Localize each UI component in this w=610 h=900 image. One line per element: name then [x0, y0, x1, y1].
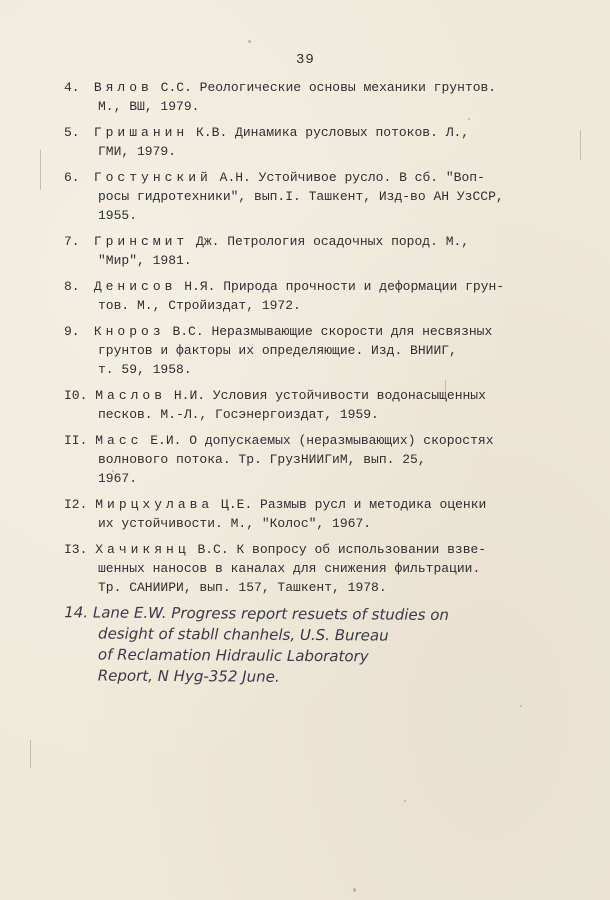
reference-number: II. [64, 433, 88, 448]
reference-continuation: тов. М., Стройиздат, 1972. [98, 298, 301, 313]
scan-speck [353, 888, 356, 892]
reference-first-line [64, 277, 554, 296]
reference-item [64, 431, 554, 488]
reference-item [64, 168, 554, 225]
reference-item [64, 78, 554, 116]
reference-first-line [64, 386, 554, 405]
scan-speck [248, 40, 251, 43]
reference-author: Вялов [93, 80, 153, 95]
reference-first-line [64, 123, 554, 142]
reference-number: 7. [64, 234, 80, 249]
reference-continuation: ГМИ, 1979. [98, 144, 177, 159]
reference-author: Гостунский [93, 170, 212, 185]
reference-continuation: волнового потока. Тр. ГрузНИИГиМ, вып. 25, [98, 452, 426, 467]
reference-number: 8. [64, 279, 80, 294]
reference-author: Масс [95, 433, 143, 448]
reference-item [64, 123, 554, 161]
reference-number: I2. [64, 497, 88, 512]
reference-number: 6. [64, 170, 80, 185]
scan-scratch [30, 740, 31, 768]
reference-continuation: "Мир", 1981. [98, 253, 192, 268]
reference-text: Е.И. О допускаемых (неразмывающих) скоростях [150, 433, 494, 448]
reference-text: Н.И. Условия устойчивости водонасыщенных [173, 388, 486, 403]
scan-speck [520, 705, 522, 707]
reference-first-line [64, 322, 554, 341]
reference-number: 9. [64, 324, 80, 339]
reference-text: Н.Я. Природа прочности и деформации грун- [184, 279, 505, 294]
reference-number: 5. [64, 125, 80, 140]
reference-first-line [64, 431, 554, 450]
reference-item [64, 232, 554, 270]
reference-continuation: 1955. [98, 208, 138, 223]
reference-author: Хачикянц [95, 542, 190, 557]
reference-number: 14. [64, 603, 89, 622]
reference-item [64, 386, 554, 424]
reference-text: Ц.Е. Размыв русл и методика оценки [221, 497, 487, 512]
scan-scratch [580, 130, 581, 160]
reference-continuation: росы гидротехники", вып.I. Ташкент, Изд-во АН УзССР, [98, 189, 504, 204]
scan-speck [468, 118, 470, 120]
reference-first-line [64, 168, 554, 187]
reference-continuation: Тр. САНИИРИ, вып. 157, Ташкент, 1978. [98, 580, 387, 595]
reference-first-line [64, 78, 554, 97]
reference-text: В.С. К вопросу об использовании взве- [197, 542, 487, 557]
scan-scratch [40, 150, 41, 190]
reference-text: К.В. Динамика русловых потоков. Л., [196, 125, 470, 140]
page-number: 39 [296, 52, 315, 68]
reference-continuation: М., ВШ, 1979. [98, 99, 200, 114]
reference-item [64, 495, 554, 533]
reference-author: Кнороз [93, 324, 165, 339]
scan-speck [112, 470, 114, 472]
reference-continuation: их устойчивости. М., "Колос", 1967. [98, 516, 372, 531]
reference-number: 4. [64, 80, 80, 95]
reference-author: Мирцхулава [95, 497, 214, 512]
reference-first-line [64, 495, 554, 514]
reference-author: Маслов [95, 388, 167, 403]
handwritten-continuation: of Reclamation Hidraulic Laboratory [97, 645, 369, 666]
reference-continuation: шенных наносов в каналах для снижения фильтрации. [98, 561, 481, 576]
handwritten-text: Lane E.W. Progress report resuets of studies on [92, 603, 450, 624]
reference-text: С.С. Реологические основы механики грунтов. [160, 80, 497, 95]
reference-continuation: т. 59, 1958. [98, 362, 192, 377]
reference-item [64, 277, 554, 315]
reference-first-line [64, 540, 554, 559]
reference-author: Гринсмит [93, 234, 189, 249]
reference-continuation: песков. М.-Л., Госэнергоиздат, 1959. [98, 407, 379, 422]
reference-text: Дж. Петрология осадочных пород. М., [196, 234, 470, 249]
reference-first-line [64, 232, 554, 251]
reference-number: I3. [64, 542, 88, 557]
reference-item [64, 322, 554, 379]
reference-text: В.С. Неразмывающие скорости для несвязных [172, 324, 493, 339]
scan-speck [404, 800, 406, 802]
reference-item [64, 540, 554, 597]
reference-list [64, 78, 554, 695]
reference-author: Гришанин [93, 125, 189, 140]
reference-number: I0. [64, 388, 88, 403]
handwritten-continuation: desight of stabll chanhels, U.S. Bureau [98, 624, 389, 645]
reference-author: Денисов [93, 279, 177, 294]
scan-speck [186, 635, 188, 637]
reference-continuation: грунтов и факторы их определяющие. Изд. ВНИИГ, [98, 343, 457, 358]
handwritten-continuation: Report, N Hyg-352 June. [97, 666, 280, 686]
scan-scratch [445, 380, 446, 402]
reference-text: А.Н. Устойчивое русло. В сб. "Воп- [219, 170, 485, 185]
reference-continuation: 1967. [98, 471, 138, 486]
handwritten-reference [64, 602, 555, 689]
